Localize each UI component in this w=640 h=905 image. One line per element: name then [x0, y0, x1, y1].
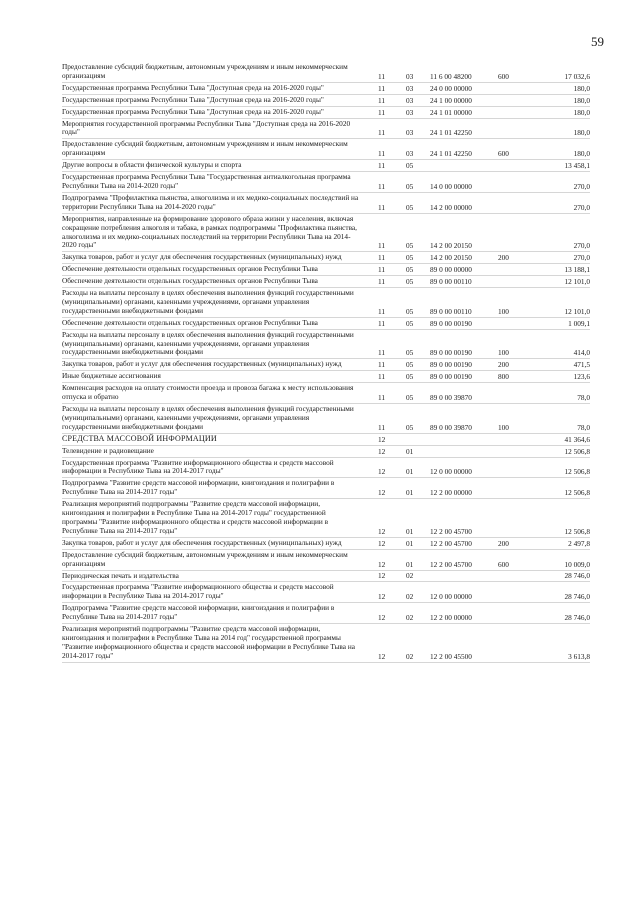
table-row	[62, 624, 590, 663]
row-target-article: 11 6 00 48200	[430, 71, 472, 81]
row-target-article: 89 0 00 00190	[430, 372, 472, 382]
row-target-article: 14 0 00 00000	[430, 181, 472, 191]
row-amount: 13 188,1	[564, 265, 590, 275]
budget-table	[62, 62, 590, 663]
table-row	[62, 434, 590, 446]
row-target-article: 89 0 00 00190	[430, 348, 472, 358]
row-subsection-code: 05	[406, 360, 414, 370]
row-description: Государственная программа Республики Тыва "Государственная антиалкогольная программа Республики Тыва на 2014-2020 годы"	[62, 172, 351, 190]
row-description: Государственная программа Республики Тыва "Доступная среда на 2016-2020 годы"	[62, 82, 324, 92]
table-row	[62, 571, 590, 583]
row-subsection-code: 05	[406, 253, 414, 263]
row-section-code: 12	[378, 651, 386, 661]
row-target-article: 24 0 00 00000	[430, 83, 472, 93]
row-target-article: 14 2 00 00000	[430, 202, 472, 212]
row-amount: 12 506,8	[564, 467, 590, 477]
table-row	[62, 359, 590, 371]
row-amount: 28 746,0	[564, 571, 590, 581]
table-row	[62, 538, 590, 550]
row-amount: 28 746,0	[564, 613, 590, 623]
row-expense-type: 600	[498, 559, 509, 569]
row-section-code: 12	[378, 467, 386, 477]
row-section-code: 11	[378, 318, 386, 328]
row-subsection-code: 01	[406, 446, 414, 456]
row-subsection-code: 03	[406, 128, 414, 138]
row-section-code: 11	[378, 83, 386, 93]
row-amount: 180,0	[573, 149, 590, 159]
row-section-code: 11	[378, 149, 386, 159]
row-amount: 2 497,8	[568, 538, 590, 548]
row-section-code: 11	[378, 265, 386, 275]
row-amount: 12 101,0	[564, 277, 590, 287]
row-target-article: 14 2 00 20150	[430, 241, 472, 251]
row-subsection-code: 05	[406, 318, 414, 328]
table-row	[62, 276, 590, 288]
row-description: Компенсация расходов на оплату стоимости проезда и провоза багажа к месту использования отпуска и обратно	[62, 383, 354, 402]
row-amount: 270,0	[573, 202, 590, 212]
table-row	[62, 404, 590, 434]
row-target-article: 12 0 00 00000	[430, 467, 472, 477]
row-subsection-code: 01	[406, 538, 414, 548]
row-section-code: 12	[378, 526, 386, 536]
table-row	[62, 288, 590, 318]
row-description: Государственная программа Республики Тыва "Доступная среда на 2016-2020 годы"	[62, 106, 324, 116]
table-row	[62, 371, 590, 383]
row-subsection-code: 02	[406, 651, 414, 661]
row-amount: 78,0	[577, 422, 590, 432]
row-expense-type: 800	[498, 372, 509, 382]
row-subsection-code: 05	[406, 241, 414, 251]
row-section-code: 11	[378, 360, 386, 370]
row-section-code: 11	[378, 128, 386, 138]
table-row	[62, 95, 590, 107]
row-subsection-code: 02	[406, 613, 414, 623]
table-row	[62, 252, 590, 264]
row-description: Обеспечение деятельности отдельных государственных органов Республики Тыва	[62, 317, 318, 327]
table-row	[62, 478, 590, 499]
row-subsection-code: 02	[406, 571, 414, 581]
row-section-code: 11	[378, 161, 386, 171]
row-target-article: 89 0 00 00110	[430, 306, 472, 316]
row-target-article: 89 0 00 39870	[430, 422, 472, 432]
row-subsection-code: 05	[406, 306, 414, 316]
row-subsection-code: 03	[406, 83, 414, 93]
row-description: Обеспечение деятельности отдельных государственных органов Республики Тыва	[62, 264, 318, 274]
row-section-code: 11	[378, 422, 386, 432]
row-expense-type: 200	[498, 360, 509, 370]
row-subsection-code: 05	[406, 202, 414, 212]
row-amount: 12 506,8	[564, 526, 590, 536]
table-row	[62, 160, 590, 172]
row-amount: 3 613,8	[568, 651, 590, 661]
table-row	[62, 83, 590, 95]
row-section-code: 12	[378, 434, 386, 444]
row-description: Иные бюджетные ассигнования	[62, 371, 161, 381]
table-row	[62, 214, 590, 253]
row-target-article: 12 2 00 45500	[430, 651, 472, 661]
row-target-article: 14 2 00 20150	[430, 253, 472, 263]
page-number: 59	[591, 34, 604, 49]
row-expense-type: 200	[498, 253, 509, 263]
row-section-code: 12	[378, 613, 386, 623]
row-target-article: 24 1 00 00000	[430, 95, 472, 105]
row-section-code: 11	[378, 202, 386, 212]
table-row	[62, 62, 590, 83]
row-target-article: 24 1 01 42250	[430, 128, 472, 138]
row-description: Мероприятия, направленные на формирование здорового образа жизни у населения, включая сокращение потребления алкоголя и табака, в рамках подпрограммы "Профилактика пьянства, алкоголизма и их медико-социальных последствий на территории Республики Тыва на 2014-2020 годы"	[62, 213, 357, 250]
table-row	[62, 446, 590, 458]
row-target-article: 89 0 00 00110	[430, 277, 472, 287]
table-row	[62, 318, 590, 330]
row-description: Предоставление субсидий бюджетным, автономным учреждениям и иным некоммерческим организациям	[62, 139, 348, 158]
row-target-article: 12 2 00 45700	[430, 559, 472, 569]
row-description: Предоставление субсидий бюджетным, автономным учреждениям и иным некоммерческим организациям	[62, 549, 348, 568]
row-description: Другие вопросы в области физической культуры и спорта	[62, 160, 242, 170]
row-expense-type: 100	[498, 306, 509, 316]
row-amount: 180,0	[573, 83, 590, 93]
row-amount: 78,0	[577, 393, 590, 402]
row-subsection-code: 05	[406, 422, 414, 432]
row-description: Расходы на выплаты персоналу в целях обеспечения выполнения функций государственными (муниципальными) органами, казенными учреждениями, органами управления государственными внебюджетными фондами	[62, 329, 354, 357]
row-description: Государственная программа Республики Тыва "Доступная среда на 2016-2020 годы"	[62, 94, 324, 104]
row-amount: 17 032,6	[564, 71, 590, 81]
row-description: Реализация мероприятий подпрограммы "Развитие средств массовой информации, книгоиздания и полиграфии в Республике Тыва на 2014 год" государственной программы "Развитие информационного общества и средств массовой информации в Республике Тыва на 2014-2017 годы"	[62, 624, 355, 660]
row-subsection-code: 05	[406, 348, 414, 358]
row-section-code: 11	[378, 348, 386, 358]
row-section-code: 12	[378, 446, 386, 456]
table-row	[62, 383, 590, 404]
table-row	[62, 193, 590, 214]
row-section-code: 11	[378, 107, 386, 117]
row-target-article: 89 0 00 00000	[430, 265, 472, 275]
row-amount: 180,0	[573, 95, 590, 105]
row-target-article: 12 2 00 45700	[430, 526, 472, 536]
row-description: Расходы на выплаты персоналу в целях обеспечения выполнения функций государственными (муниципальными) органами, казенными учреждениями, органами управления государственными внебюджетными фондами	[62, 404, 354, 431]
row-subsection-code: 05	[406, 393, 414, 402]
row-section-code: 11	[378, 393, 386, 402]
table-row	[62, 119, 590, 140]
row-section-code: 11	[378, 241, 386, 251]
row-amount: 471,5	[573, 360, 590, 370]
row-description: Телевидение и радиовещание	[62, 445, 154, 455]
row-description: Закупка товаров, работ и услуг для обеспечения государственных (муниципальных) нужд	[62, 359, 342, 369]
row-subsection-code: 05	[406, 181, 414, 191]
row-section-code: 11	[378, 71, 386, 81]
row-description: Предоставление субсидий бюджетным, автономным учреждениям и иным некоммерческим организациям	[62, 62, 348, 80]
row-section-code: 12	[378, 538, 386, 548]
table-row	[62, 499, 590, 538]
row-description: Периодическая печать и издательства	[62, 570, 179, 580]
row-section-code: 11	[378, 306, 386, 316]
row-amount: 41 364,6	[564, 434, 590, 444]
row-amount: 13 458,1	[564, 161, 590, 171]
row-description: Расходы на выплаты персоналу в целях обеспечения выполнения функций государственными (муниципальными) органами, казенными учреждениями, органами управления государственными внебюджетными фондами	[62, 288, 354, 315]
row-amount: 414,0	[573, 348, 590, 358]
table-row	[62, 330, 590, 360]
table-row	[62, 139, 590, 160]
row-amount: 180,0	[573, 128, 590, 138]
row-expense-type: 600	[498, 149, 509, 159]
row-target-article: 24 1 01 00000	[430, 107, 472, 117]
row-section-code: 11	[378, 181, 386, 191]
table-row	[62, 458, 590, 479]
row-section-code: 11	[378, 253, 386, 263]
row-description: Подпрограмма "Профилактика пьянства, алкоголизма и их медико-социальных последствий на территории Республики Тыва на 2014-2020 годы"	[62, 192, 359, 211]
row-amount: 12 506,8	[564, 488, 590, 498]
row-target-article: 89 0 00 39870	[430, 393, 472, 402]
row-section-code: 11	[378, 277, 386, 287]
row-subsection-code: 03	[406, 95, 414, 105]
row-subsection-code: 05	[406, 372, 414, 382]
table-row	[62, 172, 590, 193]
row-target-article: 12 2 00 45700	[430, 538, 472, 548]
row-subsection-code: 01	[406, 488, 414, 498]
row-subsection-code: 03	[406, 71, 414, 81]
row-subsection-code: 05	[406, 265, 414, 275]
row-section-code: 12	[378, 571, 386, 581]
row-section-code: 11	[378, 372, 386, 382]
row-amount: 1 009,1	[568, 318, 590, 328]
row-description: Подпрограмма "Развитие средств массовой информации, книгоиздания и полиграфии в Республике Тыва на 2014-2017 годы"	[62, 603, 335, 622]
row-expense-type: 200	[498, 538, 509, 548]
table-row	[62, 550, 590, 571]
row-subsection-code: 01	[406, 526, 414, 536]
row-expense-type: 600	[498, 71, 509, 81]
row-expense-type: 100	[498, 422, 509, 432]
row-amount: 270,0	[573, 253, 590, 263]
row-amount: 270,0	[573, 181, 590, 191]
row-subsection-code: 03	[406, 149, 414, 159]
row-subsection-code: 01	[406, 559, 414, 569]
row-subsection-code: 03	[406, 107, 414, 117]
row-amount: 12 101,0	[564, 306, 590, 316]
row-description: Реализация мероприятий подпрограммы "Развитие средств массовой информации, книгоиздания и полиграфии в Республике Тыва на 2014-2017 годы" государственной программы "Развитие информационного общества и средств массовой информации в Республике Тыва на 2014-2017 годы"	[62, 499, 329, 535]
row-target-article: 89 0 00 00190	[430, 360, 472, 370]
row-description: Закупка товаров, работ и услуг для обеспечения государственных (муниципальных) нужд	[62, 537, 342, 547]
row-description: Государственная программа "Развитие информационного общества и средств массовой информации в Республике Тыва на 2014-2017 годы"	[62, 457, 334, 476]
row-section-code: 12	[378, 559, 386, 569]
row-subsection-code: 02	[406, 592, 414, 602]
row-target-article: 12 2 00 00000	[430, 488, 472, 498]
row-description: Подпрограмма "Развитие средств массовой информации, книгоиздания и полиграфии в Республике Тыва на 2014-2017 годы"	[62, 478, 335, 497]
row-description: Обеспечение деятельности отдельных государственных органов Республики Тыва	[62, 276, 318, 286]
row-amount: 28 746,0	[564, 592, 590, 602]
row-amount: 10 009,0	[564, 559, 590, 569]
row-description: Государственная программа "Развитие информационного общества и средств массовой информации в Республике Тыва на 2014-2017 годы"	[62, 582, 334, 601]
row-subsection-code: 01	[406, 467, 414, 477]
row-target-article: 12 2 00 00000	[430, 613, 472, 623]
table-row	[62, 107, 590, 119]
row-amount: 270,0	[573, 241, 590, 251]
row-amount: 180,0	[573, 107, 590, 117]
row-amount: 123,6	[573, 372, 590, 382]
row-target-article: 89 0 00 00190	[430, 318, 472, 328]
row-section-code: 11	[378, 95, 386, 105]
row-description: Закупка товаров, работ и услуг для обеспечения государственных (муниципальных) нужд	[62, 252, 342, 262]
row-target-article: 12 0 00 00000	[430, 592, 472, 602]
row-section-code: 12	[378, 488, 386, 498]
row-target-article: 24 1 01 42250	[430, 149, 472, 159]
row-description: СРЕДСТВА МАССОВОЙ ИНФОРМАЦИИ	[62, 433, 217, 443]
row-subsection-code: 05	[406, 277, 414, 287]
row-amount: 12 506,8	[564, 446, 590, 456]
row-section-code: 12	[378, 592, 386, 602]
row-subsection-code: 05	[406, 161, 414, 171]
table-row	[62, 582, 590, 603]
row-expense-type: 100	[498, 348, 509, 358]
table-row	[62, 603, 590, 624]
row-description: Мероприятия государственной программы Республики Тыва "Доступная среда на 2016-2020 годы"	[62, 118, 351, 137]
table-row	[62, 264, 590, 276]
